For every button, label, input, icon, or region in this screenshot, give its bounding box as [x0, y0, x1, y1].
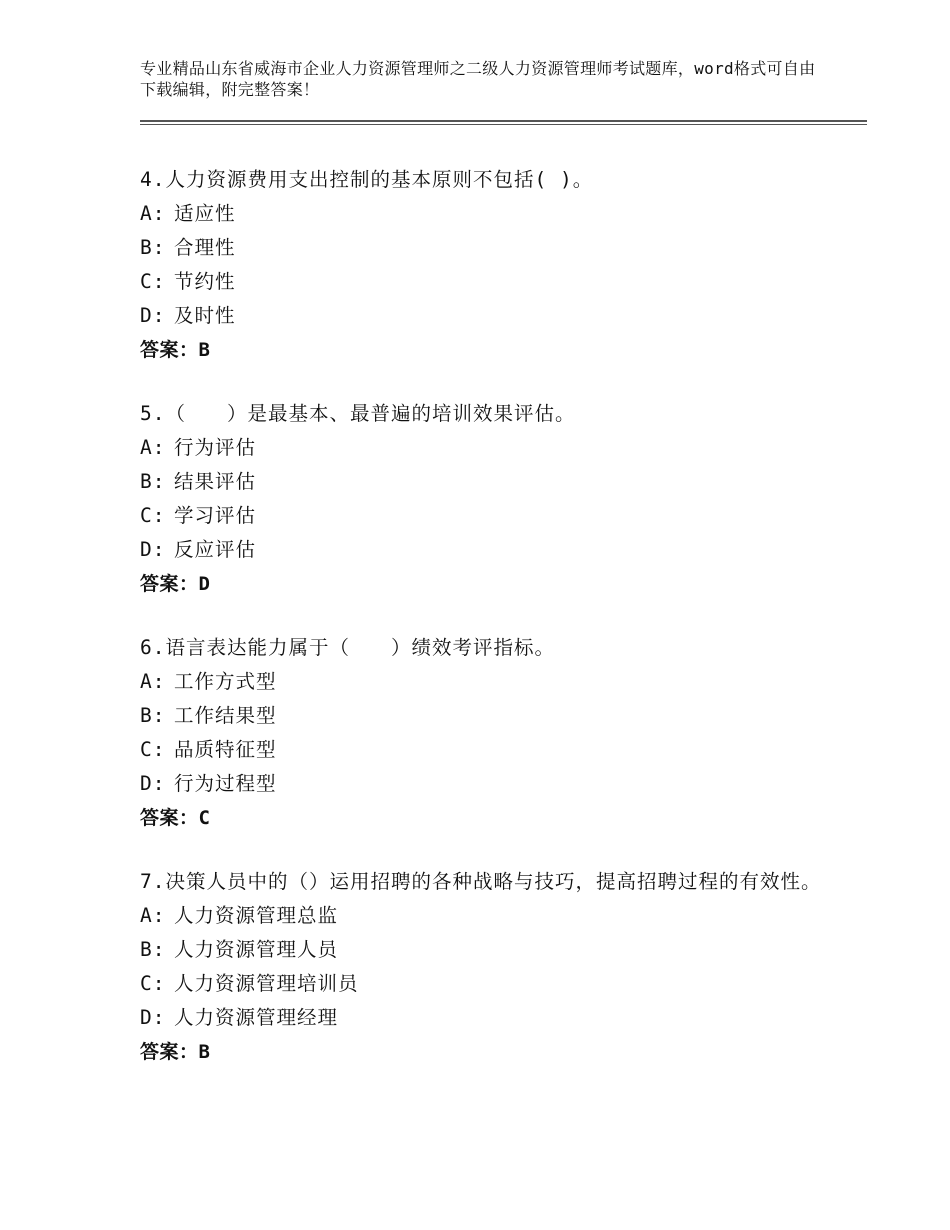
answer-line	[140, 333, 830, 368]
question-stem: 5.（ ）是最基本、最普遍的培训效果评估。	[140, 402, 576, 425]
question-stem: 6.语言表达能力属于（ ）绩效考评指标。	[140, 636, 555, 659]
option-text: 品质特征型	[174, 738, 277, 761]
option-text: 反应评估	[174, 538, 257, 561]
option-text: 工作结果型	[174, 704, 277, 727]
option-a	[140, 665, 830, 699]
answer-line	[140, 801, 830, 836]
header-divider-thick	[140, 120, 867, 122]
option-text: 行为过程型	[174, 772, 277, 795]
option-text: 节约性	[174, 270, 236, 293]
option-text: 合理性	[174, 236, 236, 259]
option-b	[140, 933, 830, 967]
option-letter: C:	[140, 738, 166, 761]
option-b	[140, 465, 830, 499]
option-a	[140, 197, 830, 231]
option-letter: B:	[140, 236, 166, 259]
option-letter: C:	[140, 972, 166, 995]
question-list	[140, 163, 830, 1099]
option-text: 适应性	[174, 202, 236, 225]
option-d	[140, 1001, 830, 1035]
option-letter: D:	[140, 772, 166, 795]
option-a	[140, 899, 830, 933]
answer-value: B	[198, 1041, 211, 1063]
option-text: 人力资源管理总监	[174, 904, 339, 927]
option-text: 结果评估	[174, 470, 257, 493]
answer-label: 答案：	[140, 340, 199, 361]
option-letter: A:	[140, 670, 166, 693]
option-c	[140, 265, 830, 299]
question-stem: 4.人力资源费用支出控制的基本原则不包括( )。	[140, 168, 594, 191]
option-text: 人力资源管理经理	[174, 1006, 339, 1029]
question-6	[140, 631, 830, 836]
option-text: 人力资源管理培训员	[174, 972, 359, 995]
answer-value: B	[198, 339, 211, 361]
option-d	[140, 767, 830, 801]
answer-label: 答案：	[140, 1042, 199, 1063]
answer-value: D	[198, 573, 211, 595]
option-b	[140, 231, 830, 265]
option-a	[140, 431, 830, 465]
option-d	[140, 299, 830, 333]
option-d	[140, 533, 830, 567]
option-letter: B:	[140, 938, 166, 961]
option-letter: A:	[140, 202, 166, 225]
option-text: 学习评估	[174, 504, 257, 527]
answer-line	[140, 567, 830, 602]
option-b	[140, 699, 830, 733]
answer-label: 答案：	[140, 574, 199, 595]
option-letter: D:	[140, 304, 166, 327]
option-letter: B:	[140, 704, 166, 727]
question-7	[140, 865, 830, 1070]
option-text: 人力资源管理人员	[174, 938, 339, 961]
answer-line	[140, 1035, 830, 1070]
option-letter: A:	[140, 904, 166, 927]
answer-value: C	[198, 807, 211, 829]
option-letter: D:	[140, 538, 166, 561]
document-header: 专业精品山东省威海市企业人力资源管理师之二级人力资源管理师考试题库，word格式可自由下载编辑，附完整答案！	[140, 59, 816, 99]
option-text: 行为评估	[174, 436, 257, 459]
option-letter: D:	[140, 1006, 166, 1029]
question-4	[140, 163, 830, 368]
question-stem: 7.决策人员中的（）运用招聘的各种战略与技巧，提高招聘过程的有效性。	[140, 870, 822, 893]
option-letter: C:	[140, 270, 166, 293]
option-letter: A:	[140, 436, 166, 459]
option-letter: C:	[140, 504, 166, 527]
option-c	[140, 733, 830, 767]
option-c	[140, 499, 830, 533]
option-letter: B:	[140, 470, 166, 493]
question-5	[140, 397, 830, 602]
option-c	[140, 967, 830, 1001]
option-text: 及时性	[174, 304, 236, 327]
header-divider-thin	[140, 124, 867, 125]
option-text: 工作方式型	[174, 670, 277, 693]
answer-label: 答案：	[140, 808, 199, 829]
